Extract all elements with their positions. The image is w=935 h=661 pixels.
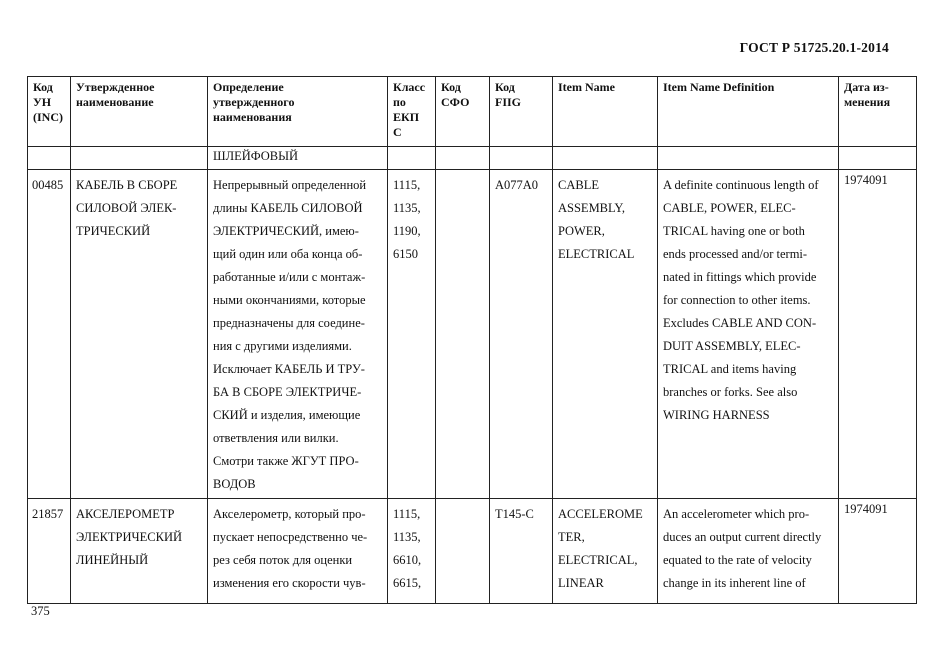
text-line: БА В СБОРЕ ЭЛЕКТРИЧЕ- [213,385,362,399]
col-header-fiig [490,77,553,147]
text-line: Excludes CABLE AND CON- [663,316,817,330]
col-header-item-name [553,77,658,147]
table-row [28,499,917,604]
text-line: 1115, [393,178,421,192]
text-line: ния с другими изделиями. [213,339,352,353]
cell-item-name [553,170,658,499]
text-line: Определение [213,80,284,94]
table-row [28,170,917,499]
cell-fiig [490,499,553,604]
text-line: 1115, [393,507,421,521]
text-line: 6610, [393,553,422,567]
text-line: предназначены для соедине- [213,316,365,330]
text-line: TER, [558,530,585,544]
text-line: ЭЛЕКТРИЧЕСКИЙ, имею- [213,224,359,238]
cell-item-name [553,499,658,604]
text-line: nated in fittings which provide [663,270,817,284]
cell [436,147,490,170]
cell [490,147,553,170]
col-header-approved-name [71,77,208,147]
text-line: Код [33,80,53,94]
text-line: (INC) [33,110,63,124]
text-line: 6150 [393,247,418,261]
text-line: 1974091 [844,173,888,187]
text-line: Акселерометр, который про- [213,507,366,521]
cell-item-name-definition [658,170,839,499]
text-line: ends processed and/or termi- [663,247,808,261]
cell-class [388,170,436,499]
text-line: ACCELEROME [558,507,643,521]
text-line: щий один или оба конца об- [213,247,363,261]
text-line: СКИЙ и изделия, имеющие [213,408,361,422]
text-line: Item Name [558,80,615,94]
text-line: 00485 [32,178,64,192]
cell [388,147,436,170]
text-line: LINEAR [558,576,604,590]
text-line: FIIG [495,95,522,109]
text-line: Исключает КАБЕЛЬ И ТРУ- [213,362,365,376]
col-header-sfo [436,77,490,147]
text-line: Дата из- [844,80,889,94]
text-line: Код [495,80,515,94]
page-number: 375 [31,604,50,618]
cell-sfo [436,499,490,604]
col-header-change-date [839,77,917,147]
catalog-table [27,76,917,604]
text-line: 1190, [393,224,421,238]
text-line: ными окончаниями, которые [213,293,366,307]
cell-item-name-definition [658,499,839,604]
text-line: 21857 [32,507,64,521]
cell-definition [208,170,388,499]
text-line: change in its inherent line of [663,576,806,590]
text-line: рез себя поток для оценки [213,553,353,567]
cell [28,147,71,170]
text-line: СИЛОВОЙ ЭЛЕК- [76,201,177,215]
text-line: пускает непосредственно че- [213,530,368,544]
continuation-row [28,147,917,170]
text-line: СФО [441,95,470,109]
cell-inc-code [28,170,71,499]
cell-sfo [436,170,490,499]
col-header-class [388,77,436,147]
cell-definition-continued: ШЛЕЙФОВЫЙ [208,147,388,170]
text-line: ELECTRICAL [558,247,635,261]
text-line: длины КАБЕЛЬ СИЛОВОЙ [213,201,363,215]
text-line: Непрерывный определенной [213,178,367,192]
text-line: Утвержденное [76,80,155,94]
text-line: WIRING HARNESS [663,408,770,422]
text-line: наименование [76,95,154,109]
text-line: ЕКП [393,110,420,124]
text-line: ELECTRICAL, [558,553,638,567]
text-line: АКСЕЛЕРОМЕТР [76,507,175,521]
cell-approved-name [71,499,208,604]
header-row [28,77,917,147]
text-line: Item Name Definition [663,80,775,94]
text-line: CABLE [558,178,599,192]
cell-change-date [839,170,917,499]
text-line: TRICAL and items having [663,362,797,376]
text-line: С [393,125,402,139]
text-line: branches or forks. See also [663,385,798,399]
text-line: A077A0 [495,178,539,192]
text-line: A definite continuous length of [663,178,819,192]
text-line: наименования [213,110,292,124]
cell-inc-code [28,499,71,604]
text-line: УН [33,95,52,109]
document-header: ГОСТ Р 51725.20.1-2014 [739,40,889,55]
text-line: Смотри также ЖГУТ ПРО- [213,454,359,468]
text-line: equated to the rate of velocity [663,553,812,567]
col-header-inc [28,77,71,147]
cell-fiig [490,170,553,499]
text-line: КАБЕЛЬ В СБОРЕ [76,178,178,192]
text-line: ТРИЧЕСКИЙ [76,224,151,238]
text-line: Класс [393,80,426,94]
cell [553,147,658,170]
cell-approved-name [71,170,208,499]
text-line: по [393,95,406,109]
cell-class [388,499,436,604]
text-line: утвержденного [213,95,295,109]
text-line: An accelerometer which pro- [663,507,810,521]
cell [839,147,917,170]
text-line: ВОДОВ [213,477,256,491]
text-line: POWER, [558,224,605,238]
text-line: TRICAL having one or both [663,224,805,238]
text-line: менения [844,95,891,109]
cell-definition [208,499,388,604]
text-line: T145-C [495,507,534,521]
col-header-definition [208,77,388,147]
col-header-item-name-definition [658,77,839,147]
text-line: duces an output current directly [663,530,822,544]
text-line: 1135, [393,201,421,215]
cell [71,147,208,170]
text-line: 1135, [393,530,421,544]
text-line: 1974091 [844,502,888,516]
text-line: for connection to other items. [663,293,811,307]
text-line: ответвления или вилки. [213,431,339,445]
text-line: ЭЛЕКТРИЧЕСКИЙ [76,530,183,544]
text-line: DUIT ASSEMBLY, ELEC- [663,339,801,353]
text-line: Код [441,80,461,94]
text-line: ЛИНЕЙНЫЙ [76,553,149,567]
text-line: 6615, [393,576,422,590]
cell [658,147,839,170]
cell-change-date [839,499,917,604]
text-line: работанные и/или с монтаж- [213,270,366,284]
text-line: изменения его скорости чув- [213,576,366,590]
text-line: ASSEMBLY, [558,201,625,215]
text-line: CABLE, POWER, ELEC- [663,201,796,215]
